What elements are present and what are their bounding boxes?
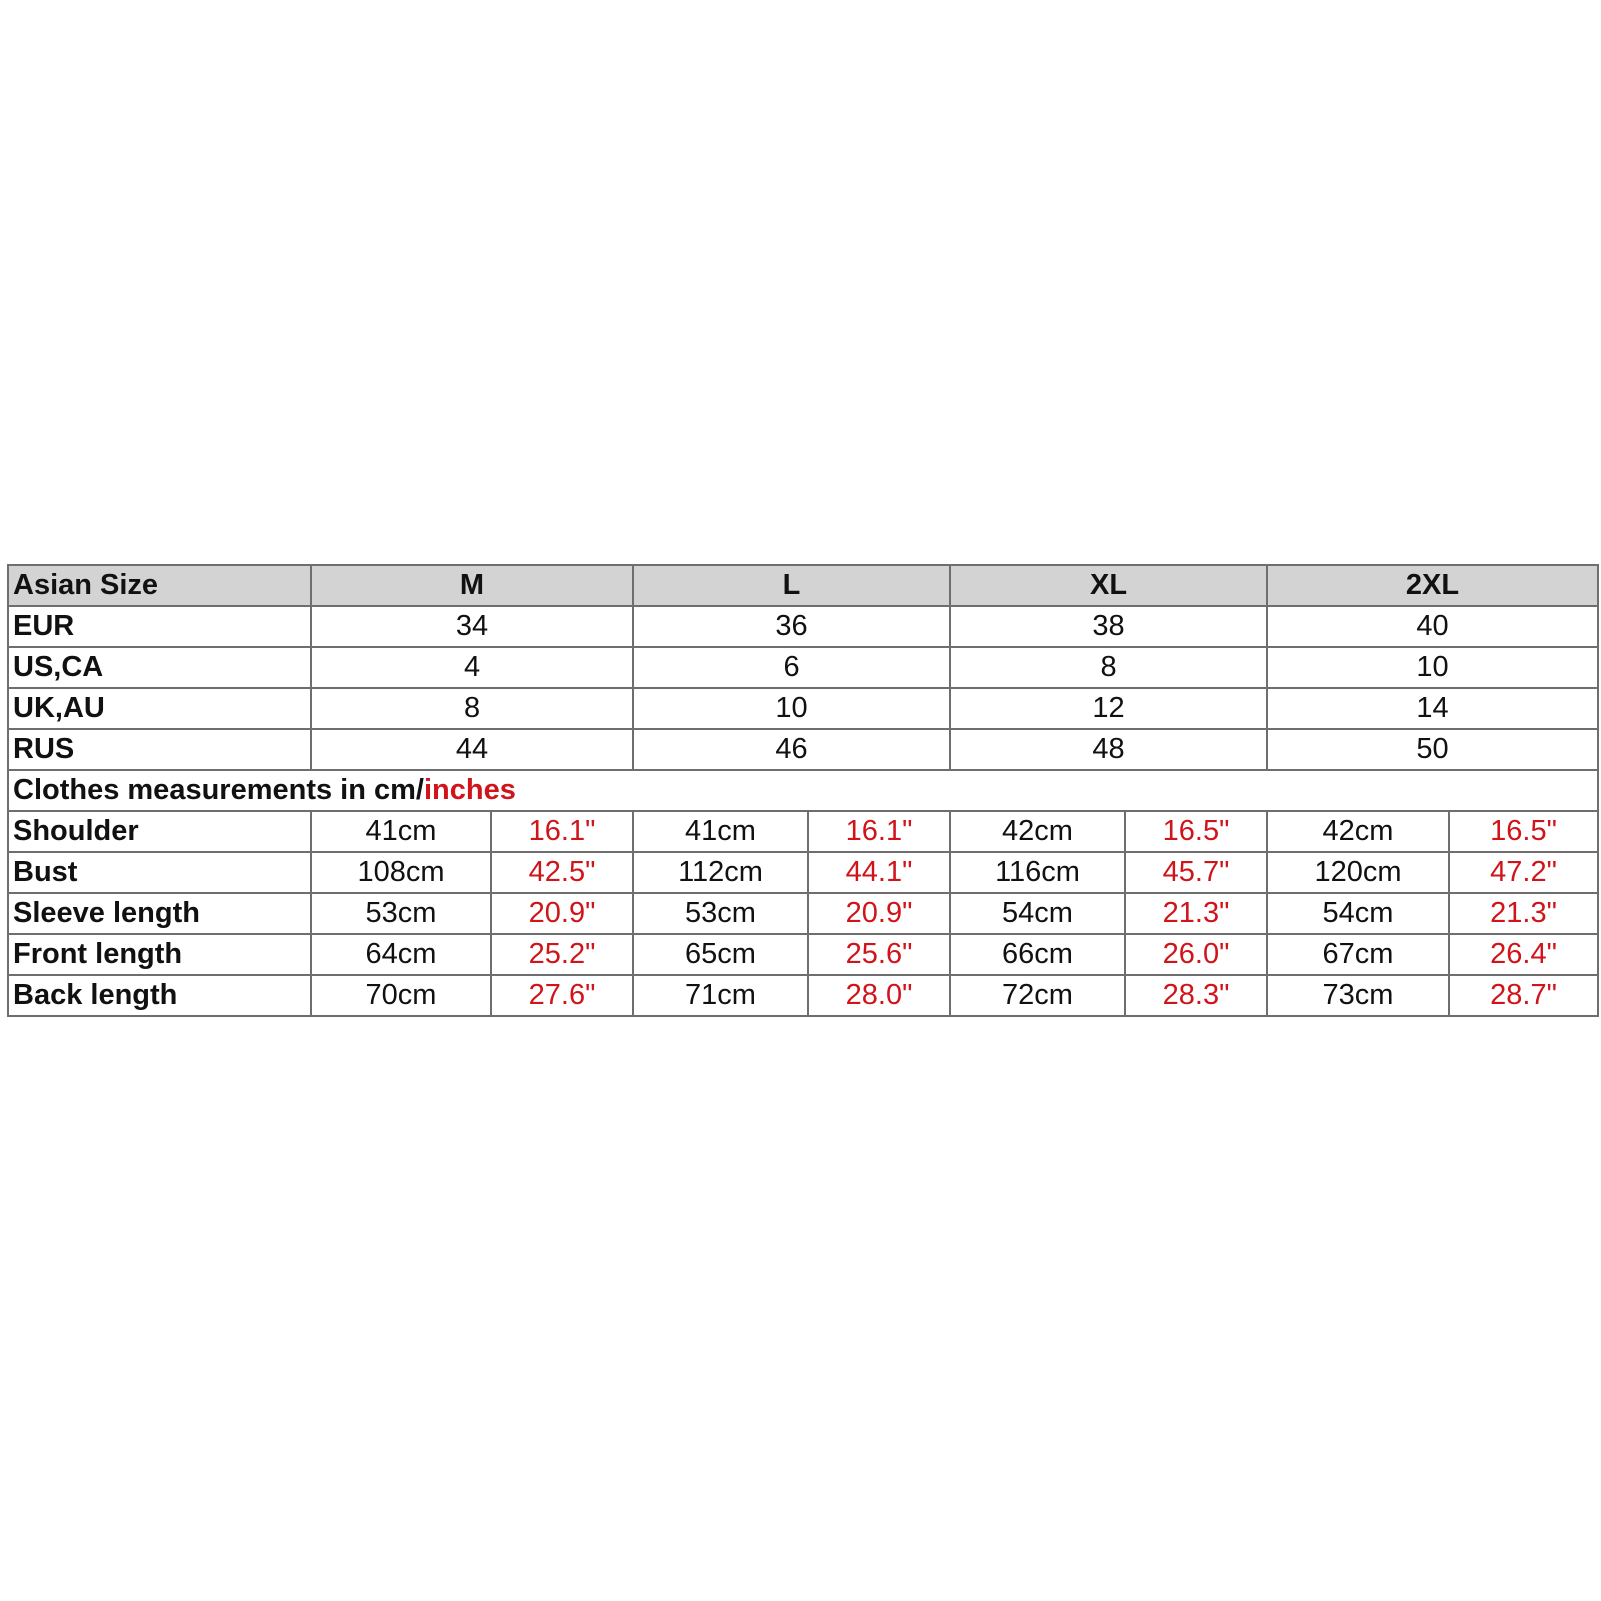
inch-value: 28.0" bbox=[808, 975, 950, 1016]
conversion-row bbox=[8, 606, 1598, 647]
measurement-row bbox=[8, 811, 1598, 852]
row-label: EUR bbox=[8, 606, 311, 647]
inch-value: 16.1" bbox=[491, 811, 633, 852]
inch-value: 47.2" bbox=[1449, 852, 1598, 893]
conversion-value: 50 bbox=[1267, 729, 1598, 770]
size-header: 2XL bbox=[1267, 565, 1598, 606]
row-label: Back length bbox=[8, 975, 311, 1016]
cm-value: 54cm bbox=[950, 893, 1125, 934]
cm-value: 116cm bbox=[950, 852, 1125, 893]
cm-value: 53cm bbox=[633, 893, 808, 934]
measurements-title-row bbox=[8, 770, 1598, 811]
row-label: UK,AU bbox=[8, 688, 311, 729]
conversion-value: 40 bbox=[1267, 606, 1598, 647]
cm-value: 41cm bbox=[311, 811, 491, 852]
inch-value: 20.9" bbox=[808, 893, 950, 934]
inch-value: 16.5" bbox=[1125, 811, 1267, 852]
conversion-value: 8 bbox=[311, 688, 633, 729]
size-header: L bbox=[633, 565, 950, 606]
row-label: US,CA bbox=[8, 647, 311, 688]
size-chart-table bbox=[7, 564, 1599, 1017]
cm-value: 42cm bbox=[1267, 811, 1449, 852]
measurement-row bbox=[8, 852, 1598, 893]
conversion-value: 38 bbox=[950, 606, 1267, 647]
inch-value: 27.6" bbox=[491, 975, 633, 1016]
inch-value: 44.1" bbox=[808, 852, 950, 893]
cm-value: 64cm bbox=[311, 934, 491, 975]
measurement-row bbox=[8, 934, 1598, 975]
cm-value: 67cm bbox=[1267, 934, 1449, 975]
conversion-value: 44 bbox=[311, 729, 633, 770]
conversion-value: 10 bbox=[1267, 647, 1598, 688]
conversion-value: 48 bbox=[950, 729, 1267, 770]
measurements-title-highlight: inches bbox=[423, 774, 516, 806]
conversion-value: 34 bbox=[311, 606, 633, 647]
inch-value: 28.3" bbox=[1125, 975, 1267, 1016]
cm-value: 70cm bbox=[311, 975, 491, 1016]
cm-value: 41cm bbox=[633, 811, 808, 852]
header-row bbox=[8, 565, 1598, 606]
row-label: Sleeve length bbox=[8, 893, 311, 934]
header-label: Asian Size bbox=[8, 565, 311, 606]
row-label: Shoulder bbox=[8, 811, 311, 852]
inch-value: 20.9" bbox=[491, 893, 633, 934]
measurement-row bbox=[8, 975, 1598, 1016]
conversion-value: 14 bbox=[1267, 688, 1598, 729]
inch-value: 16.1" bbox=[808, 811, 950, 852]
measurements-title bbox=[8, 770, 1598, 811]
row-label: Bust bbox=[8, 852, 311, 893]
inch-value: 42.5" bbox=[491, 852, 633, 893]
inch-value: 16.5" bbox=[1449, 811, 1598, 852]
conversion-value: 8 bbox=[950, 647, 1267, 688]
conversion-value: 46 bbox=[633, 729, 950, 770]
measurements-title-prefix: Clothes measurements in cm/ bbox=[13, 774, 424, 806]
inch-value: 21.3" bbox=[1125, 893, 1267, 934]
row-label: RUS bbox=[8, 729, 311, 770]
cm-value: 42cm bbox=[950, 811, 1125, 852]
conversion-value: 4 bbox=[311, 647, 633, 688]
cm-value: 54cm bbox=[1267, 893, 1449, 934]
cm-value: 112cm bbox=[633, 852, 808, 893]
cm-value: 65cm bbox=[633, 934, 808, 975]
size-header: M bbox=[311, 565, 633, 606]
conversion-value: 36 bbox=[633, 606, 950, 647]
conversion-row bbox=[8, 688, 1598, 729]
conversion-row bbox=[8, 647, 1598, 688]
row-label: Front length bbox=[8, 934, 311, 975]
inch-value: 26.4" bbox=[1449, 934, 1598, 975]
cm-value: 73cm bbox=[1267, 975, 1449, 1016]
conversion-value: 6 bbox=[633, 647, 950, 688]
inch-value: 25.6" bbox=[808, 934, 950, 975]
measurement-row bbox=[8, 893, 1598, 934]
cm-value: 120cm bbox=[1267, 852, 1449, 893]
cm-value: 71cm bbox=[633, 975, 808, 1016]
cm-value: 53cm bbox=[311, 893, 491, 934]
cm-value: 108cm bbox=[311, 852, 491, 893]
inch-value: 21.3" bbox=[1449, 893, 1598, 934]
cm-value: 66cm bbox=[950, 934, 1125, 975]
cm-value: 72cm bbox=[950, 975, 1125, 1016]
inch-value: 28.7" bbox=[1449, 975, 1598, 1016]
size-header: XL bbox=[950, 565, 1267, 606]
conversion-value: 10 bbox=[633, 688, 950, 729]
inch-value: 25.2" bbox=[491, 934, 633, 975]
conversion-row bbox=[8, 729, 1598, 770]
conversion-value: 12 bbox=[950, 688, 1267, 729]
inch-value: 45.7" bbox=[1125, 852, 1267, 893]
inch-value: 26.0" bbox=[1125, 934, 1267, 975]
